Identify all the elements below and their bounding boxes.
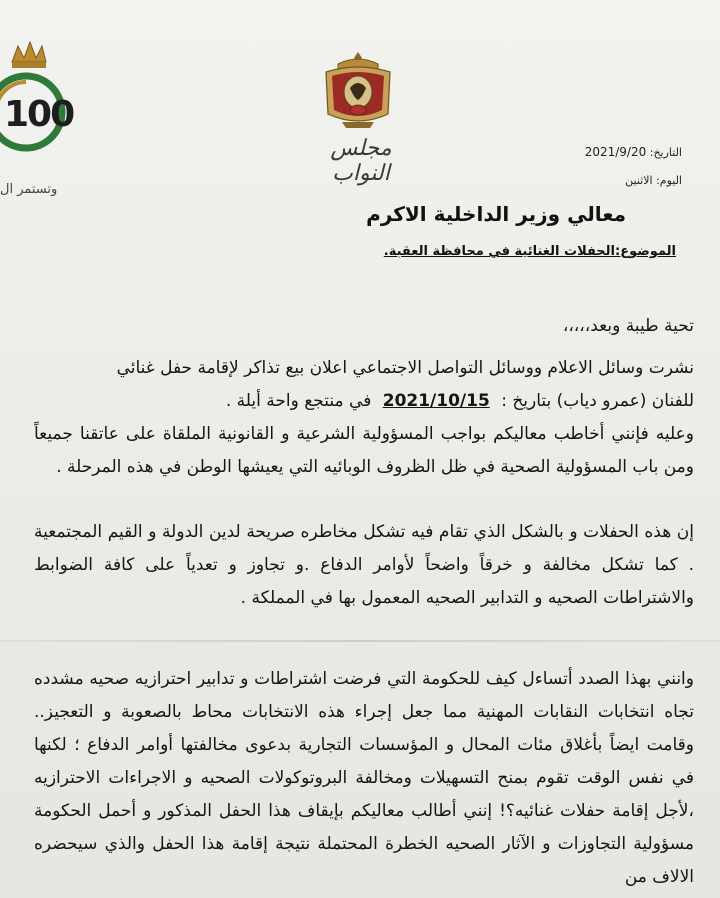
centennial-badge-number: 100 xyxy=(4,94,74,135)
paragraph-2-text: وعليه فإنني أخاطب معاليكم بواجب المسؤولية الشرعية و القانونية الملقاة على عاتقنا جميعاً ومن باب المسؤولية الصحية في ظل الظروف الوبائيه التي يعيشها الوطن في هذه المرحلة . xyxy=(34,424,694,477)
subject-line: الموضوع:الحفلات الغنائية في محافظة العقبة. xyxy=(383,244,676,259)
date-label: التاريخ: xyxy=(649,146,682,159)
day-value: الاثنين xyxy=(625,174,653,187)
paragraph-1 xyxy=(34,352,694,418)
centennial-emblem xyxy=(0,32,74,197)
letter-date xyxy=(585,145,682,159)
day-label: اليوم: xyxy=(656,174,682,187)
parliament-name: مجلس النواب xyxy=(330,136,392,186)
paragraph-4 xyxy=(34,663,694,894)
centennial-motto: وتستمر ال xyxy=(0,182,58,197)
greeting xyxy=(34,310,694,343)
paragraph-3-text: إن هذه الحفلات و بالشكل الذي تقام فيه تشكل مخاطره صريحة لدين الدولة و القيم المجتمعية . كما تشكل مخالفة و خرقاً واضحاً لأوامر الدفاع .و تجاوز و تعدياً على كافة الضوابط والاشتراطات الصحيه و التدابير الصحيه المعمول بها في المملكة . xyxy=(34,522,694,608)
paper-fold-line xyxy=(0,640,720,642)
paragraph-3 xyxy=(34,516,694,615)
greeting-text: تحية طيبة وبعد،،،،، xyxy=(562,316,694,336)
paragraph-1-line-2-after: في منتجع واحة أيلة . xyxy=(225,391,372,411)
royal-coat-of-arms-icon xyxy=(318,48,398,130)
date-value: 2021/9/20 xyxy=(584,145,647,159)
paragraph-1-line-1: نشرت وسائل الاعلام ووسائل التواصل الاجتماعي اعلان بيع تذاكر لإقامة حفل غنائي xyxy=(116,358,694,378)
letter-day xyxy=(625,174,682,187)
paragraph-1-line-2-before: للفنان (عمرو دياب) بتاريخ : xyxy=(501,391,694,411)
paragraph-1-line-2 xyxy=(34,385,694,418)
paragraph-2 xyxy=(34,418,694,484)
concert-date: 2021/10/15 xyxy=(382,391,490,411)
paragraph-4-text: وانني بهذا الصدد أتساءل كيف للحكومة التي فرضت اشتراطات و تدابير احترازيه صحيه مشدده تجاه انتخابات النقابات المهنية مما جعل إجراء هذه الانتخابات محاط بالصعوبة و التعجيز.. وقامت ايضاً بأغلاق مئات المحال و المؤسسات التجارية بدعوى مخالفتها أوامر الدفاع ؛ لكنها في نفس الوقت تقوم بمنح التسهيلات ومخالفة البروتوكولات الصحيه و الاجراءات الاحترازيه ،لأجل إقامة حفلات غنائيه؟! إنني أطالب معاليكم بإيقاف هذا الحفل المذكور و أحمل الحكومة مسؤولية التجاوزات و الآثار الصحيه الخطرة المحتملة نتيجة إقامة هذا الحفل والذي سيحضره الالاف من xyxy=(34,669,694,887)
addressee: معالي وزير الداخلية الاكرم xyxy=(366,202,626,226)
